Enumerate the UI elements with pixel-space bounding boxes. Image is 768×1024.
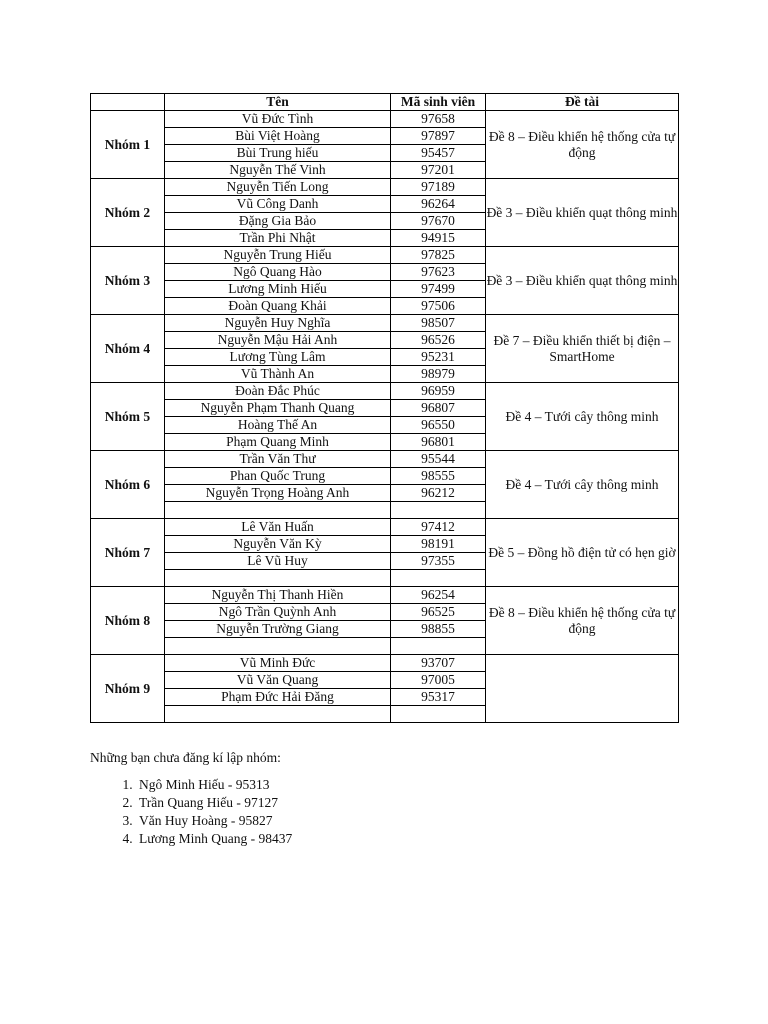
- student-id: 97658: [391, 111, 486, 128]
- student-id: [391, 638, 486, 655]
- group-table-body: [91, 111, 679, 723]
- student-name: Lê Vũ Huy: [165, 553, 391, 570]
- table-row: [91, 383, 679, 400]
- group-topic: Đề 4 – Tưới cây thông minh: [486, 451, 679, 519]
- student-name: Phạm Quang Minh: [165, 434, 391, 451]
- student-name: Đặng Gia Bảo: [165, 213, 391, 230]
- student-name: [165, 638, 391, 655]
- student-name: [165, 570, 391, 587]
- table-row: [91, 111, 679, 128]
- table-row: [91, 519, 679, 536]
- student-id: 94915: [391, 230, 486, 247]
- header-student-id: Mã sinh viên: [391, 94, 486, 111]
- student-name: Nguyễn Trường Giang: [165, 621, 391, 638]
- group-table: [90, 93, 679, 723]
- group-label: Nhóm 3: [91, 247, 165, 315]
- student-name: Lương Minh Hiếu: [165, 281, 391, 298]
- group-topic: Đề 3 – Điều khiển quạt thông minh: [486, 179, 679, 247]
- group-topic: Đề 3 – Điều khiển quạt thông minh: [486, 247, 679, 315]
- student-name: Nguyễn Thế Vinh: [165, 162, 391, 179]
- header-name: Tên: [165, 94, 391, 111]
- group-topic: Đề 4 – Tưới cây thông minh: [486, 383, 679, 451]
- student-id: 96525: [391, 604, 486, 621]
- student-id: 98979: [391, 366, 486, 383]
- student-name: Vũ Minh Đức: [165, 655, 391, 672]
- student-id: 98855: [391, 621, 486, 638]
- student-id: 97005: [391, 672, 486, 689]
- group-topic: Đề 7 – Điều khiển thiết bị điện – SmartHome: [486, 315, 679, 383]
- student-name: Nguyễn Trung Hiếu: [165, 247, 391, 264]
- student-id: 96807: [391, 400, 486, 417]
- group-topic: Đề 8 – Điều khiển hệ thống cửa tự động: [486, 111, 679, 179]
- unregistered-list: [90, 776, 292, 848]
- student-id: 95231: [391, 349, 486, 366]
- student-id: 93707: [391, 655, 486, 672]
- student-name: [165, 706, 391, 723]
- student-id: 96959: [391, 383, 486, 400]
- student-name: Lương Tùng Lâm: [165, 349, 391, 366]
- student-name: Ngô Trần Quỳnh Anh: [165, 604, 391, 621]
- student-id: 95457: [391, 145, 486, 162]
- group-label: Nhóm 1: [91, 111, 165, 179]
- student-id: 96550: [391, 417, 486, 434]
- student-name: Bùi Trung hiếu: [165, 145, 391, 162]
- student-id: 96212: [391, 485, 486, 502]
- list-item: 2. Trần Quang Hiếu - 97127: [136, 794, 292, 812]
- table-row: [91, 451, 679, 468]
- student-id: 97412: [391, 519, 486, 536]
- group-topic: Đề 5 – Đồng hồ điện tử có hẹn giờ: [486, 519, 679, 587]
- student-name: Nguyễn Văn Kỳ: [165, 536, 391, 553]
- list-item: 1. Ngô Minh Hiếu - 95313: [136, 776, 292, 794]
- student-id: 98191: [391, 536, 486, 553]
- student-name: Nguyễn Huy Nghĩa: [165, 315, 391, 332]
- student-id: 97670: [391, 213, 486, 230]
- student-id: [391, 570, 486, 587]
- table-row: [91, 247, 679, 264]
- header-group: [91, 94, 165, 111]
- table-header-row: [91, 94, 679, 111]
- student-name: Lê Văn Huấn: [165, 519, 391, 536]
- student-id: 97355: [391, 553, 486, 570]
- unregistered-title: Những bạn chưa đăng kí lập nhóm:: [90, 750, 281, 765]
- student-name: [165, 502, 391, 519]
- student-id: 97825: [391, 247, 486, 264]
- student-id: 95544: [391, 451, 486, 468]
- student-name: Vũ Văn Quang: [165, 672, 391, 689]
- student-name: Đoàn Quang Khải: [165, 298, 391, 315]
- group-label: Nhóm 6: [91, 451, 165, 519]
- student-name: Trần Phi Nhật: [165, 230, 391, 247]
- group-label: Nhóm 9: [91, 655, 165, 723]
- student-name: Hoàng Thế An: [165, 417, 391, 434]
- student-name: Vũ Thành An: [165, 366, 391, 383]
- student-id: 98555: [391, 468, 486, 485]
- group-label: Nhóm 2: [91, 179, 165, 247]
- student-id: 96526: [391, 332, 486, 349]
- student-id: 98507: [391, 315, 486, 332]
- student-id: 97897: [391, 128, 486, 145]
- student-name: Nguyễn Trọng Hoàng Anh: [165, 485, 391, 502]
- group-topic: [486, 655, 679, 723]
- student-id: 97201: [391, 162, 486, 179]
- student-name: Phạm Đức Hải Đăng: [165, 689, 391, 706]
- student-name: Đoàn Đắc Phúc: [165, 383, 391, 400]
- student-id: 97189: [391, 179, 486, 196]
- group-label: Nhóm 4: [91, 315, 165, 383]
- student-name: Vũ Công Danh: [165, 196, 391, 213]
- student-name: Trần Văn Thư: [165, 451, 391, 468]
- group-label: Nhóm 7: [91, 519, 165, 587]
- student-id: 96254: [391, 587, 486, 604]
- list-item: 4. Lương Minh Quang - 98437: [136, 830, 292, 848]
- student-id: 97623: [391, 264, 486, 281]
- table-row: [91, 315, 679, 332]
- unregistered-section: [90, 750, 292, 848]
- student-name: Nguyễn Phạm Thanh Quang: [165, 400, 391, 417]
- student-name: Ngô Quang Hào: [165, 264, 391, 281]
- group-label: Nhóm 8: [91, 587, 165, 655]
- group-label: Nhóm 5: [91, 383, 165, 451]
- student-id: 96801: [391, 434, 486, 451]
- student-id: [391, 502, 486, 519]
- student-id: 97506: [391, 298, 486, 315]
- student-id: 97499: [391, 281, 486, 298]
- student-id: [391, 706, 486, 723]
- student-id: 95317: [391, 689, 486, 706]
- student-name: Vũ Đức Tình: [165, 111, 391, 128]
- student-id: 96264: [391, 196, 486, 213]
- header-topic: Đề tài: [486, 94, 679, 111]
- student-name: Phan Quốc Trung: [165, 468, 391, 485]
- student-name: Nguyễn Tiến Long: [165, 179, 391, 196]
- table-row: [91, 179, 679, 196]
- group-topic: Đề 8 – Điều khiển hệ thống cửa tự động: [486, 587, 679, 655]
- student-name: Nguyễn Mậu Hải Anh: [165, 332, 391, 349]
- table-row: [91, 655, 679, 672]
- list-item: 3. Văn Huy Hoàng - 95827: [136, 812, 292, 830]
- table-row: [91, 587, 679, 604]
- student-name: Bùi Việt Hoàng: [165, 128, 391, 145]
- student-name: Nguyễn Thị Thanh Hiền: [165, 587, 391, 604]
